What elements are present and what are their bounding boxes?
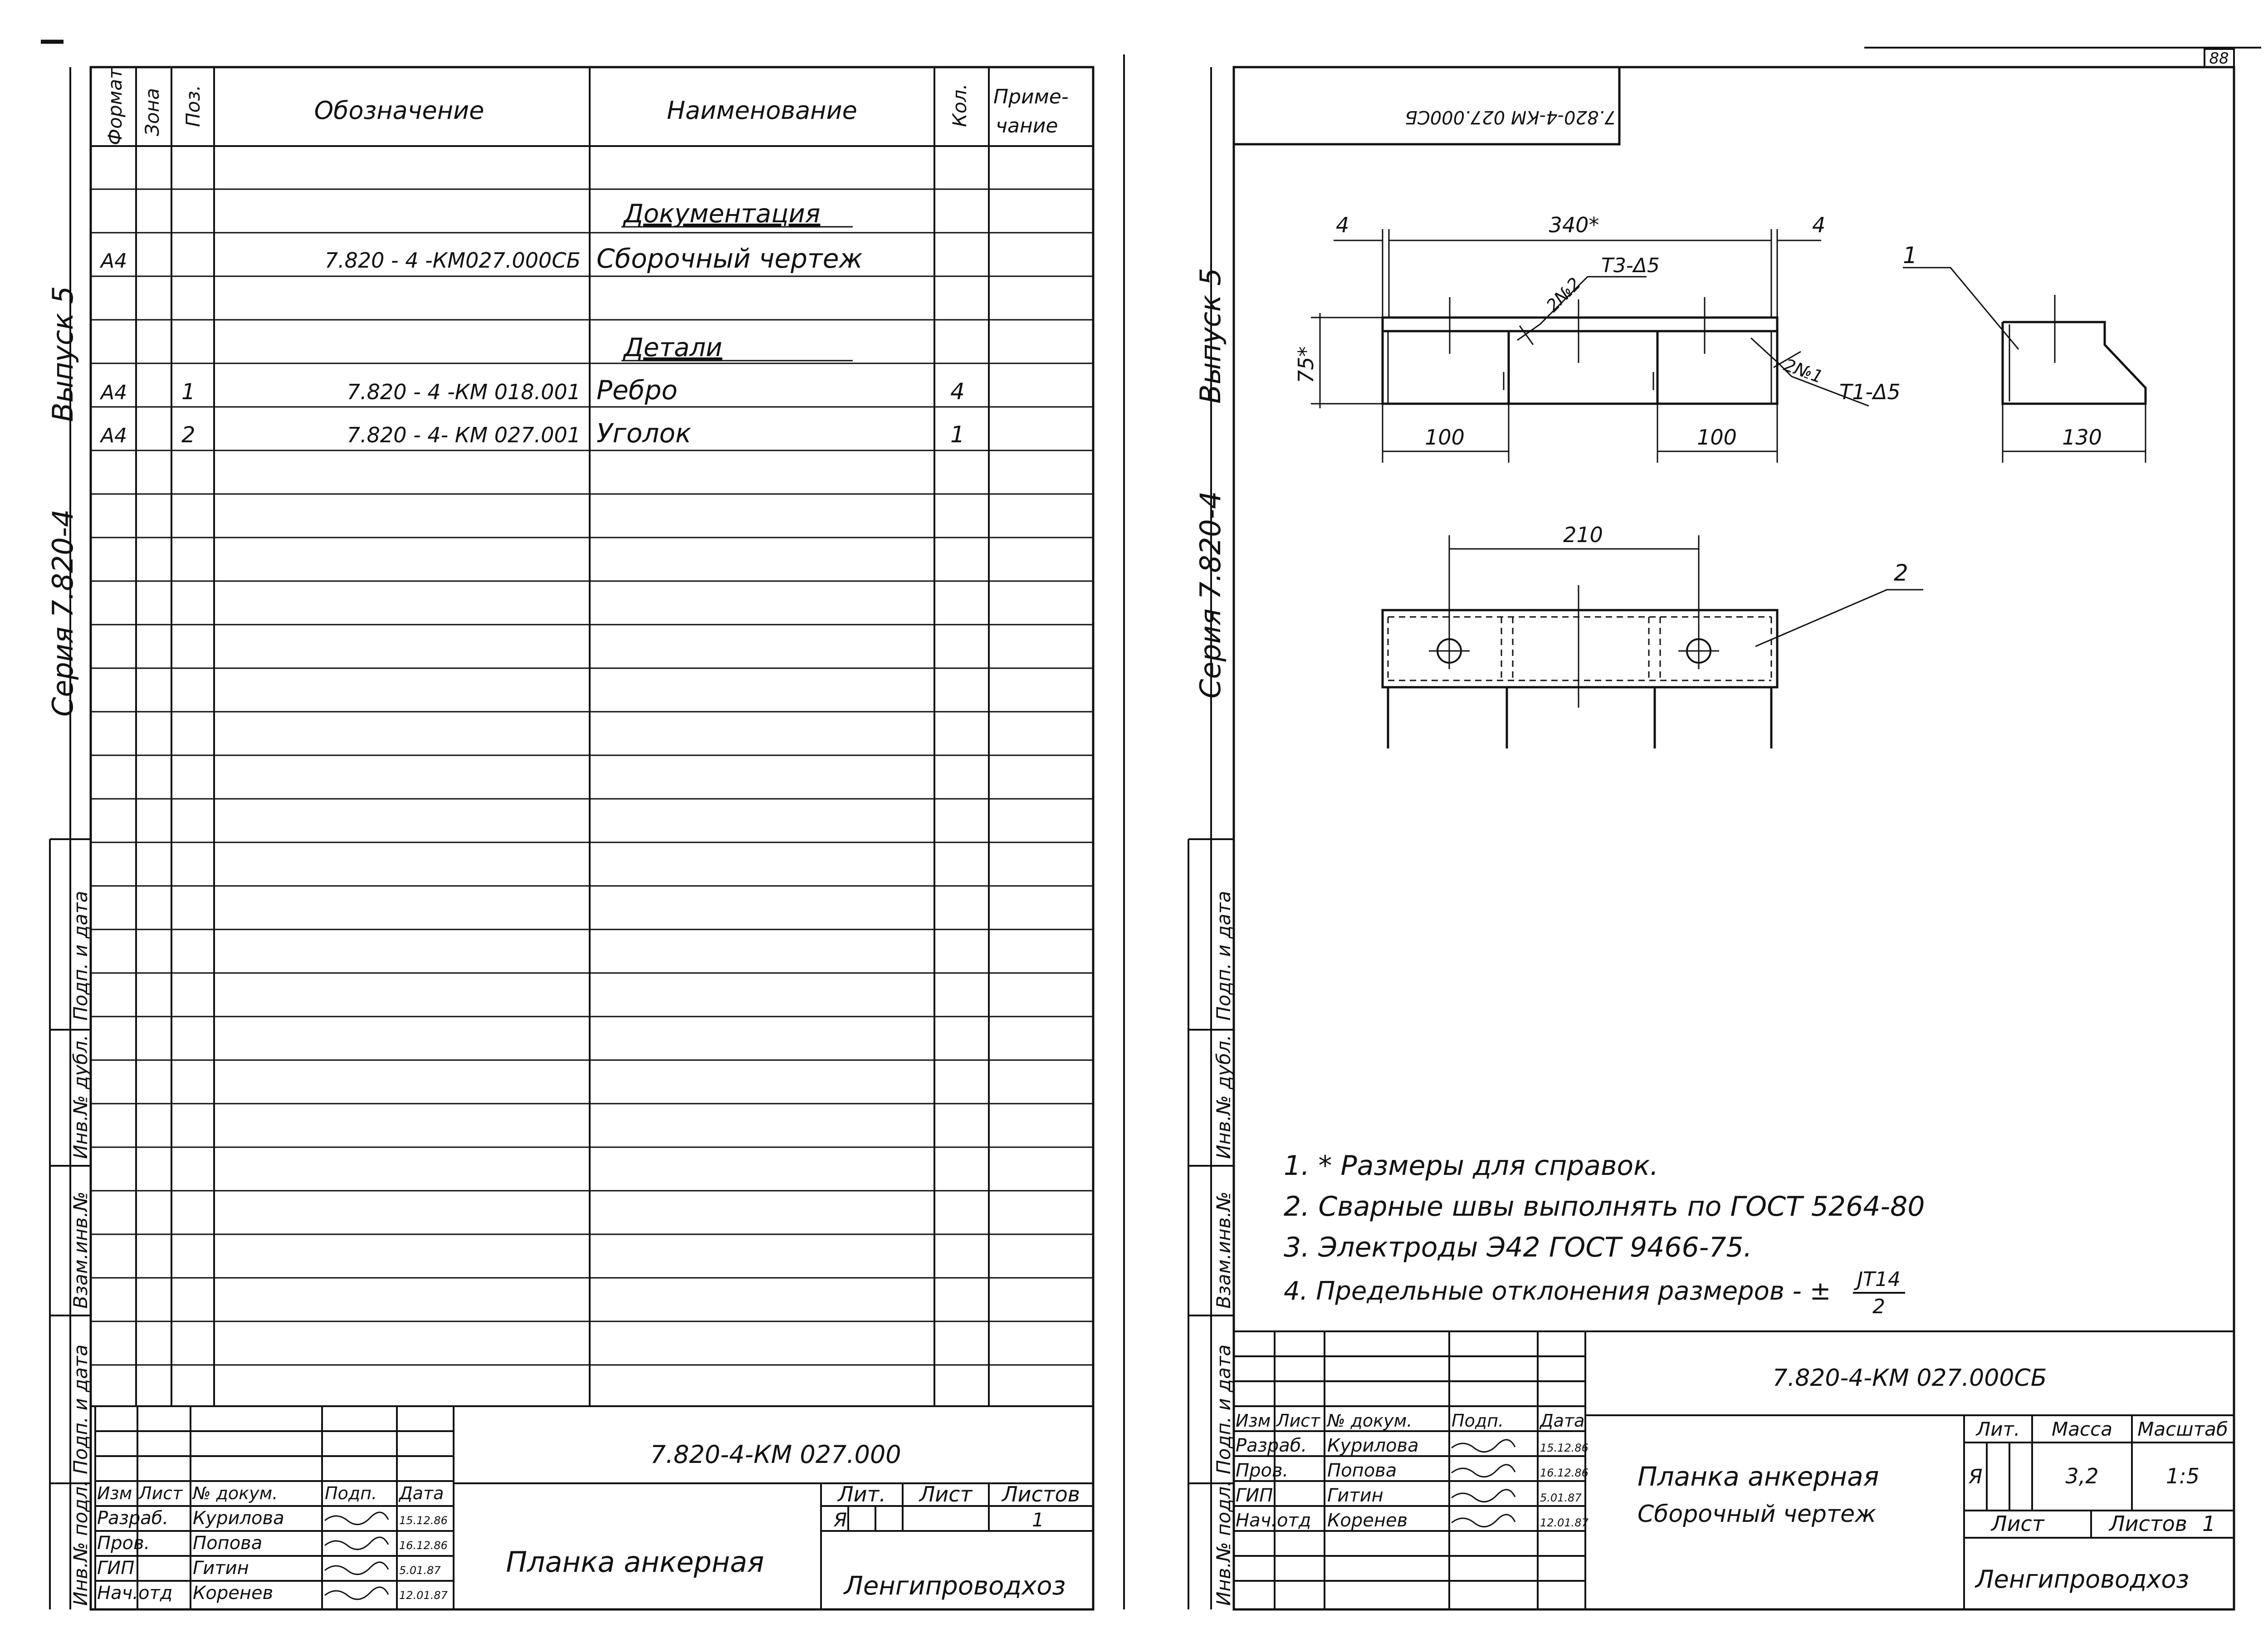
title-col-header: Дата xyxy=(1540,1411,1585,1431)
title-col-header: Подп. xyxy=(325,1483,377,1503)
dim-bottom-left: 100 xyxy=(1425,425,1465,450)
staff-role: ГИП xyxy=(1236,1485,1273,1506)
cell-oboznachenie: 7.820 - 4 -КМ 018.001 xyxy=(347,380,581,404)
dim-bottom-right: 100 xyxy=(1697,425,1737,450)
plan-view xyxy=(1383,535,1923,748)
callout-1: 1 xyxy=(1903,242,1917,269)
title-name: Планка анкерная xyxy=(506,1545,764,1579)
title-col-header: № докум. xyxy=(1327,1411,1413,1431)
title-designation-right: 7.820-4-КМ 027.000СБ xyxy=(1772,1364,2047,1392)
cell-format: А4 xyxy=(101,381,127,404)
stamp-side-label: Инв.№ дубл. xyxy=(1212,1034,1235,1159)
staff-name: Курилова xyxy=(1327,1435,1419,1456)
list-label-right: Лист xyxy=(1991,1511,2044,1536)
title-col-header: Подп. xyxy=(1452,1411,1504,1431)
signature xyxy=(1452,1465,1515,1477)
staff-name: Попова xyxy=(193,1533,263,1554)
listov-label-right: Листов xyxy=(2109,1511,2187,1536)
lit-label-right: Лит. xyxy=(1976,1418,2020,1440)
cell-poz: 1 xyxy=(181,379,196,405)
front-view xyxy=(1383,297,1777,404)
weld2-no: 2№2 xyxy=(1542,274,1585,316)
staff-name: Гитин xyxy=(1327,1485,1383,1506)
signature xyxy=(325,1512,388,1525)
dim-hole-spacing: 210 xyxy=(1563,523,1603,547)
cell-oboznachenie: 7.820 - 4 -КМ027.000СБ xyxy=(324,248,581,273)
header-format: Формат xyxy=(104,68,126,145)
stamp-side-label: Взам.инв.№ xyxy=(69,1191,92,1309)
note-1: 1. * Размеры для справок. xyxy=(1284,1150,1659,1182)
staff-name: Курилова xyxy=(193,1508,284,1529)
left-sheet xyxy=(41,42,1093,1609)
staff-name: Попова xyxy=(1327,1460,1397,1481)
masshtab-value: 1:5 xyxy=(2165,1464,2200,1488)
title-name-line1: Планка анкерная xyxy=(1637,1461,1879,1492)
signature xyxy=(325,1537,388,1550)
massa-value: 3,2 xyxy=(2065,1464,2099,1488)
tolerance-denominator: 2 xyxy=(1872,1295,1885,1318)
left-text xyxy=(46,67,1080,1606)
listov-value-right: 1 xyxy=(2202,1511,2216,1536)
signature xyxy=(1452,1490,1515,1502)
weld1-no: 2№1 xyxy=(1781,355,1826,387)
staff-role: Пров. xyxy=(1236,1460,1289,1481)
weld2-type: Т3-Δ5 xyxy=(1601,254,1660,277)
listov-label: Листов xyxy=(1002,1482,1080,1506)
stamp-side-label: Подп. и дата xyxy=(69,890,92,1021)
dim-top-left: 4 xyxy=(1336,213,1349,237)
cell-naimenovanie: Ребро xyxy=(596,375,678,406)
stamp-side-label: Инв.№ дубл. xyxy=(69,1034,92,1159)
side-seriya: Серия 7.820-4 xyxy=(46,509,79,717)
staff-role: Нач.отд xyxy=(97,1583,173,1604)
header-zona: Зона xyxy=(141,88,163,136)
title-name-line2: Сборочный чертеж xyxy=(1637,1501,1876,1528)
dim-top-total: 340* xyxy=(1549,213,1599,237)
stamp-side-label: Подп. и дата xyxy=(1212,890,1235,1021)
header-kol: Кол. xyxy=(948,83,971,127)
staff-name: Гитин xyxy=(193,1558,249,1579)
note-2: 2. Сварные швы выполнять по ГОСТ 5264-80 xyxy=(1284,1191,1925,1222)
staff-date: 5.01.87 xyxy=(1540,1491,1582,1504)
callout-2: 2 xyxy=(1894,560,1908,586)
stamp-side-label: Подп. и дата xyxy=(1212,1344,1235,1474)
staff-date: 16.12.86 xyxy=(399,1539,448,1552)
list-label: Лист xyxy=(919,1482,973,1506)
signature xyxy=(325,1562,388,1574)
header-naimenovanie: Наименование xyxy=(667,96,857,125)
stamp-side-label: Инв.№ подл. xyxy=(69,1480,92,1606)
organization: Ленгипроводхоз xyxy=(844,1571,1066,1601)
staff-date: 15.12.86 xyxy=(1540,1442,1589,1454)
title-col-header: Изм xyxy=(97,1483,132,1503)
lit-value-right: Я xyxy=(1969,1465,1983,1488)
lit-value: Я xyxy=(834,1509,847,1531)
staff-role: Разраб. xyxy=(97,1508,169,1529)
title-col-header: Лист xyxy=(139,1483,183,1503)
dim-side-width: 130 xyxy=(2062,425,2102,450)
title-col-header: № докум. xyxy=(193,1483,278,1503)
staff-role: ГИП xyxy=(97,1558,135,1579)
cell-kol: 1 xyxy=(950,421,965,448)
title-col-header: Лист xyxy=(1276,1411,1320,1431)
right-sheet xyxy=(1124,48,2261,1609)
mirrored-designation: 7.820-4-КМ 027.000СБ xyxy=(1405,107,1616,127)
section-heading: Документация xyxy=(624,199,821,229)
lit-label: Лит. xyxy=(838,1482,886,1506)
header-primechanie xyxy=(993,85,1069,137)
section-heading: Детали xyxy=(624,333,723,362)
weld1-type: Т1-Δ5 xyxy=(1839,380,1901,404)
cell-poz: 2 xyxy=(181,422,196,448)
title-col-header: Дата xyxy=(399,1483,444,1503)
header-oboznachenie: Обозначение xyxy=(314,96,484,125)
cell-format: А4 xyxy=(101,249,127,273)
tolerance-numerator: JT14 xyxy=(1857,1268,1901,1291)
staff-role: Пров. xyxy=(97,1533,150,1554)
stamp-side-label: Подп. и дата xyxy=(69,1344,92,1474)
note-3: 3. Электроды Э42 ГОСТ 9466-75. xyxy=(1284,1232,1752,1263)
side-vypusk: Выпуск 5 xyxy=(46,286,79,422)
massa-label: Масса xyxy=(2052,1418,2112,1440)
cell-format: А4 xyxy=(101,424,127,447)
staff-date: 12.01.87 xyxy=(1540,1516,1589,1529)
staff-role: Нач.отд xyxy=(1236,1510,1311,1531)
page-number: 88 xyxy=(2209,49,2229,68)
staff-name: Коренев xyxy=(1327,1510,1408,1531)
cell-naimenovanie: Сборочный чертеж xyxy=(596,243,863,274)
title-col-header: Изм xyxy=(1236,1411,1271,1431)
side-view xyxy=(1903,268,2146,463)
signature xyxy=(1452,1440,1515,1452)
staff-date: 5.01.87 xyxy=(399,1564,441,1577)
cell-kol: 4 xyxy=(950,378,965,405)
note-4: 4. Предельные отклонения размеров - ± xyxy=(1284,1276,1831,1306)
dim-top-right: 4 xyxy=(1812,213,1826,237)
staff-date: 16.12.86 xyxy=(1540,1467,1589,1479)
listov-value: 1 xyxy=(1032,1509,1044,1531)
side-vypusk-right: Выпуск 5 xyxy=(1194,268,1227,404)
header-poz: Поз. xyxy=(182,85,204,127)
staff-date: 12.01.87 xyxy=(399,1589,448,1602)
dim-height: 75* xyxy=(1294,346,1318,383)
signature xyxy=(1452,1515,1515,1527)
header-primechanie-1: Приме- xyxy=(993,85,1069,108)
staff-role: Разраб. xyxy=(1236,1435,1307,1456)
header-primechanie-2: чание xyxy=(996,114,1058,137)
cell-naimenovanie: Уголок xyxy=(596,418,691,449)
staff-name: Коренев xyxy=(193,1583,274,1604)
stamp-side-label: Инв.№ подл. xyxy=(1212,1480,1235,1606)
right-text xyxy=(1194,49,2229,1606)
stamp-side-label: Взам.инв.№ xyxy=(1212,1191,1235,1309)
masshtab-label: Масштаб xyxy=(2137,1418,2228,1440)
staff-date: 15.12.86 xyxy=(399,1514,448,1527)
side-seriya-right: Серия 7.820-4 xyxy=(1194,491,1227,699)
title-designation: 7.820-4-КМ 027.000 xyxy=(650,1440,901,1469)
organization-right: Ленгипроводхоз xyxy=(1975,1565,2190,1594)
cell-oboznachenie: 7.820 - 4- КМ 027.001 xyxy=(347,423,581,447)
front-dimensions xyxy=(1311,229,1869,463)
signature xyxy=(325,1587,388,1599)
